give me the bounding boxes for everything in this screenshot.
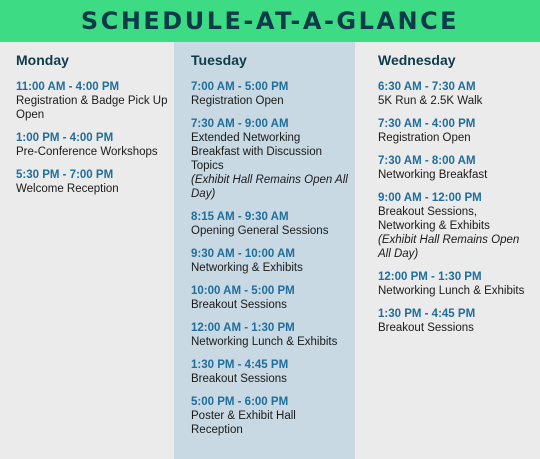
day-column-wednesday [355, 42, 540, 459]
event-note: (Exhibit Hall Remains Open All Day) [191, 174, 348, 200]
event-time: 8:15 AM - 9:30 AM [191, 211, 289, 223]
event-title: Pre-Conference Workshops [16, 146, 158, 158]
event-title: Welcome Reception [16, 183, 119, 195]
event-time: 7:00 AM - 5:00 PM [191, 81, 289, 93]
event-title: Poster & Exhibit Hall Reception [191, 410, 296, 436]
schedule-event [191, 395, 349, 437]
schedule-event [378, 307, 534, 335]
day-column-monday [0, 42, 174, 459]
schedule-event [378, 80, 534, 108]
day-heading: Monday [16, 52, 69, 68]
schedule-event [16, 131, 168, 159]
event-title: Breakout Sessions [191, 299, 287, 311]
schedule-event [191, 247, 349, 275]
event-title: Networking Lunch & Exhibits [191, 336, 338, 348]
event-title: Opening General Sessions [191, 225, 329, 237]
event-title: Networking Breakfast [378, 169, 488, 181]
event-list [191, 80, 349, 437]
event-note: (Exhibit Hall Remains Open All Day) [378, 234, 520, 260]
schedule-event [378, 154, 534, 182]
schedule-event [191, 117, 349, 201]
event-title: 5K Run & 2.5K Walk [378, 95, 483, 107]
event-title: Registration Open [378, 132, 471, 144]
event-time: 9:30 AM - 10:00 AM [191, 248, 295, 260]
event-time: 1:00 PM - 4:00 PM [16, 132, 114, 144]
event-time: 7:30 AM - 9:00 AM [191, 118, 289, 130]
schedule-event [191, 284, 349, 312]
event-time: 6:30 AM - 7:30 AM [378, 81, 476, 93]
schedule-event [378, 117, 534, 145]
schedule-event [191, 80, 349, 108]
event-title: Networking Lunch & Exhibits [378, 285, 525, 297]
event-list [378, 80, 534, 335]
schedule-event [191, 210, 349, 238]
event-title: Breakout Sessions, Networking & Exhibits [378, 206, 490, 232]
event-title: Networking & Exhibits [191, 262, 303, 274]
event-time: 5:30 PM - 7:00 PM [16, 169, 114, 181]
event-time: 1:30 PM - 4:45 PM [378, 308, 476, 320]
day-heading: Wednesday [378, 52, 456, 68]
event-time: 11:00 AM - 4:00 PM [16, 81, 120, 93]
schedule-event [378, 191, 534, 261]
schedule-event [16, 168, 168, 196]
event-time: 7:30 AM - 4:00 PM [378, 118, 476, 130]
schedule-event [16, 80, 168, 122]
page-title: SCHEDULE-AT-A-GLANCE [80, 7, 460, 35]
event-title: Extended Networking Breakfast with Discussion Topics [191, 132, 323, 172]
day-heading: Tuesday [191, 52, 247, 68]
event-time: 9:00 AM - 12:00 PM [378, 192, 482, 204]
schedule-event [378, 270, 534, 298]
schedule-banner [0, 0, 540, 42]
schedule-event [191, 321, 349, 349]
event-list [16, 80, 168, 196]
event-time: 5:00 PM - 6:00 PM [191, 396, 289, 408]
day-column-tuesday [174, 42, 355, 459]
event-title: Breakout Sessions [378, 322, 474, 334]
event-time: 10:00 AM - 5:00 PM [191, 285, 295, 297]
event-time: 12:00 PM - 1:30 PM [378, 271, 482, 283]
event-title: Breakout Sessions [191, 373, 287, 385]
event-title: Registration Open [191, 95, 284, 107]
schedule-event [191, 358, 349, 386]
event-time: 1:30 PM - 4:45 PM [191, 359, 289, 371]
event-time: 7:30 AM - 8:00 AM [378, 155, 476, 167]
event-time: 12:00 AM - 1:30 PM [191, 322, 295, 334]
event-title: Registration & Badge Pick Up Open [16, 95, 168, 121]
